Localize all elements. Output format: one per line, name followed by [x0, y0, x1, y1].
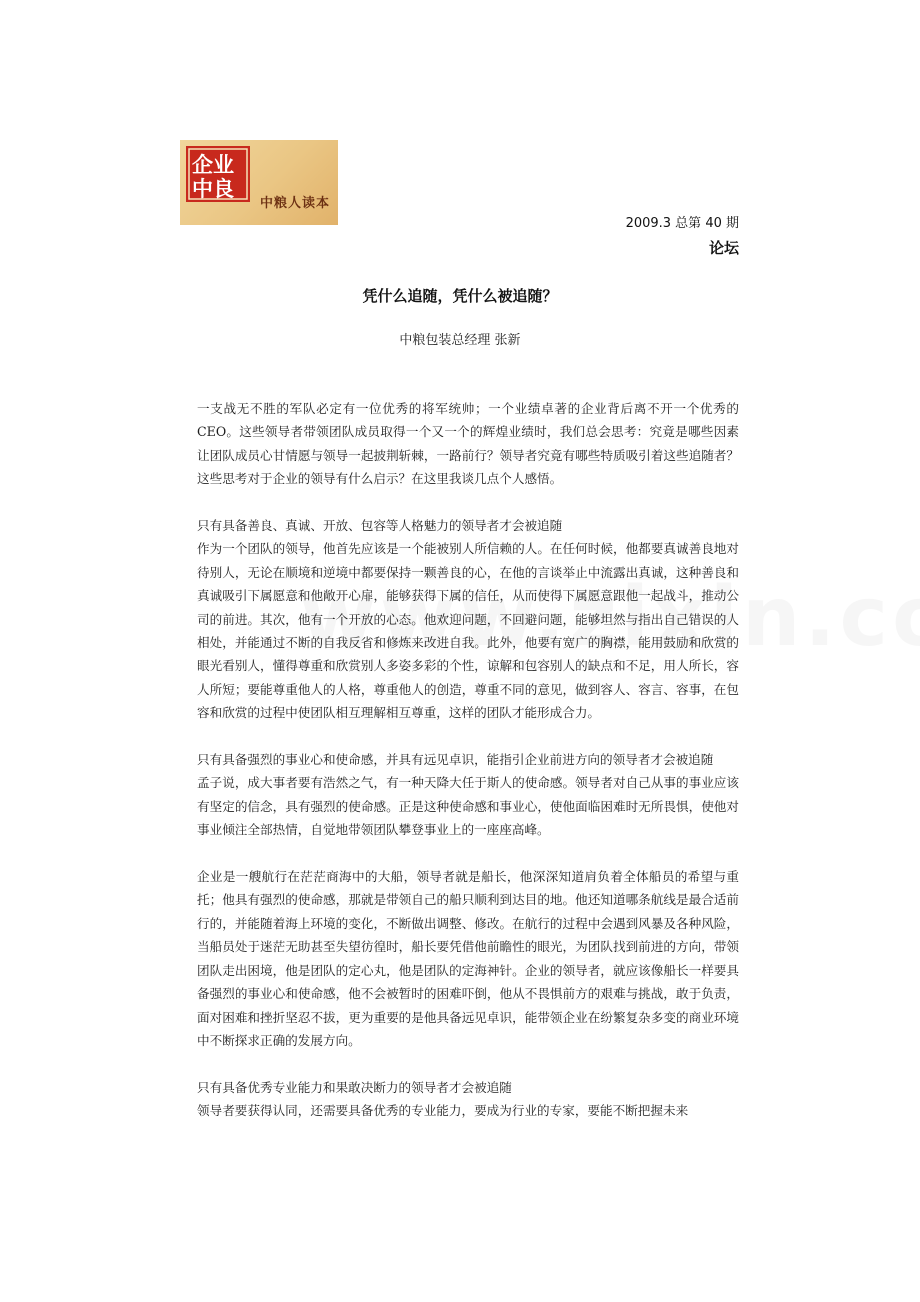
section-heading: 只有具备强烈的事业心和使命感，并具有远见卓识，能指引企业前进方向的领导者才会被追随 [197, 752, 714, 768]
article-author: 中粮包装总经理 张新 [399, 333, 521, 348]
svg-text:中良: 中良 [192, 177, 234, 201]
magazine-logo [180, 140, 338, 225]
intro-paragraph: 一支战无不胜的军队必定有一位优秀的将军统帅；一个业绩卓著的企业背后离不开一个优秀的 CEO。这些领导者带领团队成员取得一个又一个的辉煌业绩时，我们总会思考：究竟是哪些因素让团队成员心甘情愿与领导一起披荆斩棘，一路前行？领导者究竟有哪些特质吸引着这些追随者？这些思考对于企业的领导有什么启示？在这里我谈几点个人感悟。 [197, 401, 739, 487]
svg-text:企业: 企业 [192, 153, 234, 177]
section-heading: 只有具备善良、真诚、开放、包容等人格魅力的领导者才会被追随 [197, 518, 563, 534]
section-paragraph: 作为一个团队的领导，他首先应该是一个能被别人所信赖的人。在任何时候，他都要真诚善良地对待别人，无论在顺境和逆境中都要保持一颗善良的心，在他的言谈举止中流露出真诚，这种善良和真诚吸引下属愿意和他敞开心扉，能够获得下属的信任，从而使得下属愿意跟他一起战斗，推动公司的前进。其次，他有一个开放的心态。他欢迎问题，不回避问题，能够坦然与指出自己错误的人相处，并能通过不断的自我反省和修炼来改进自我。此外，他要有宽广的胸襟，能用鼓励和欣赏的眼光看别人，懂得尊重和欣赏别人多姿多彩的个性，谅解和包容别人的缺点和不足，用人所长，容人所短；要能尊重他人的人格，尊重他人的创造，尊重不同的意见，做到容人、容言、容事，在包容和欣赏的过程中使团队相互理解相互尊重，这样的团队才能形成合力。 [197, 541, 739, 721]
watermark [300, 570, 920, 665]
section-paragraph: 领导者要获得认同，还需要具备优秀的专业能力，要成为行业的专家，要能不断把握未来 [197, 1103, 689, 1119]
section-heading: 只有具备优秀专业能力和果敢决断力的领导者才会被追随 [197, 1079, 512, 1095]
issue-number: 2009.3 总第 40 期 [625, 216, 739, 231]
article-title: 凭什么追随，凭什么被追随？ [362, 287, 558, 305]
logo-seal-icon [184, 144, 252, 206]
column-name: 论坛 [708, 239, 739, 257]
logo-slogan: 中粮人读本 [260, 196, 331, 211]
section-paragraph: 孟子说，成大事者要有浩然之气，有一种天降大任于斯人的使命感。领导者对自己从事的事业应该有坚定的信念，具有强烈的使命感。正是这种使命感和事业心，使他面临困难时无所畏惧，使他对事业倾注全部热情，自觉地带领团队攀登事业上的一座座高峰。 [197, 775, 739, 838]
section-paragraph: 企业是一艘航行在茫茫商海中的大船，领导者就是船长，他深深知道肩负着全体船员的希望与重托；他具有强烈的使命感，那就是带领自己的船只顺利到达目的地。他还知道哪条航线是最合适前行的，并能随着海上环境的变化，不断做出调整、修改。在航行的过程中会遇到风暴及各种风险，当船员处于迷茫无助甚至失望彷徨时，船长要凭借他前瞻性的眼光，为团队找到前进的方向，带领团队走出困境，他是团队的定心丸，他是团队的定海神针。企业的领导者，就应该像船长一样要具备强烈的事业心和使命感，他不会被暂时的困难吓倒，他从不畏惧前方的艰难与挑战，敢于负责，面对困难和挫折坚忍不拔，更为重要的是他具备远见卓识，能带领企业在纷繁复杂多变的商业环境中不断探求正确的发展方向。 [197, 869, 739, 1048]
article-body [197, 397, 739, 1146]
